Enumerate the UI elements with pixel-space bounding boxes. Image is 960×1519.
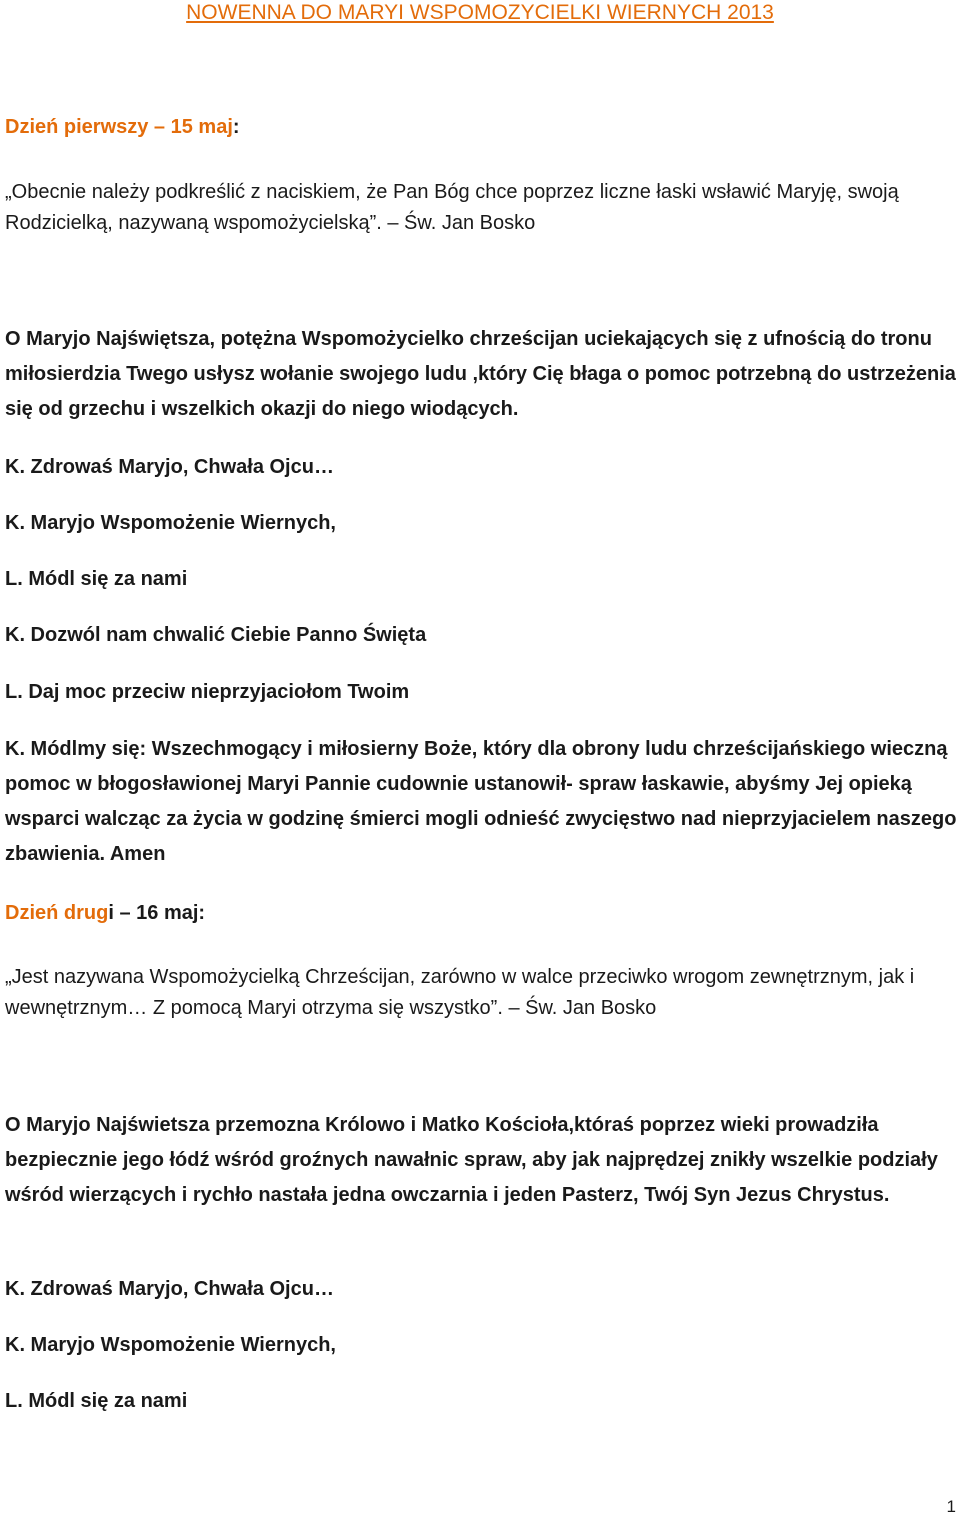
day-2-heading	[5, 900, 957, 926]
day-2-response-2: K. Maryjo Wspomożenie Wiernych,	[5, 1334, 336, 1356]
day-1-closing-prayer: K. Módlmy się: Wszechmogący i miłosierny Boże, który dla obrony ludu chrześcijańskiego wieczną pomoc w błogosławionej Maryi Pannie cudownie ustanowił- spraw łaskawie, abyśmy Jej opieką wsparci walcząc za życia w godzinę śmierci mogli odnieść zwycięstwo nad nieprzyjacielem naszego zbawienia. Amen	[5, 738, 957, 865]
day-1-heading-suffix: :	[232, 116, 240, 138]
day-1-response-2: K. Maryjo Wspomożenie Wiernych,	[5, 512, 336, 534]
day-1-heading	[5, 114, 957, 140]
day-1-response-1: K. Zdrowaś Maryjo, Chwała Ojcu…	[5, 456, 334, 478]
page-number: 1	[946, 1497, 956, 1516]
day-2-prayer: O Maryjo Najświetsza przemozna Królowo i Matko Kościoła,któraś poprzez wieki prowadziła bezpiecznie jego łódź wśród groźnych nawałnic spraw, aby jak najprędzej znikły wszelkie podziały wśród wierzących i rychło nastała jedna owczarnia i jeden Pasterz, Twój Syn Jezus Chrystus.	[5, 1114, 938, 1206]
day-2-heading-label: Dzień drug	[5, 902, 109, 924]
day-1-response-5: L. Daj moc przeciw nieprzyjaciołom Twoim	[5, 681, 410, 703]
day-1-prayer: O Maryjo Najświętsza, potężna Wspomożycielko chrześcijan uciekających się z ufnością do tronu miłosierdzia Twego usłysz wołanie swojego ludu ,który Cię błaga o pomoc potrzebną do ustrzeżenia się od grzechu i wszelkich okazji do niego wiodących.	[5, 328, 956, 420]
day-2-response-1: K. Zdrowaś Maryjo, Chwała Ojcu…	[5, 1278, 334, 1300]
document-title: NOWENNA DO MARYI WSPOMOZYCIELKI WIERNYCH 2013	[186, 1, 774, 24]
day-1-heading-label: Dzień pierwszy – 15 maj	[5, 116, 233, 138]
day-2-quote: „Jest nazywana Wspomożycielką Chrześcijan, zarówno w walce przeciwko wrogom zewnętrznym, jak i wewnętrznym… Z pomocą Maryi otrzyma się wszystko”. – Św. Jan Bosko	[5, 966, 915, 1019]
day-1-response-3: L. Módl się za nami	[5, 568, 188, 590]
day-1-response-4: K. Dozwól nam chwalić Ciebie Panno Święta	[5, 624, 427, 646]
day-1-quote: „Obecnie należy podkreślić z naciskiem, że Pan Bóg chce poprzez liczne łaski wsławić Maryję, swoją Rodzicielką, nazywaną wspomożycielską”. – Św. Jan Bosko	[5, 181, 899, 234]
day-2-heading-suffix: i – 16 maj:	[108, 902, 206, 924]
day-2-response-3: L. Módl się za nami	[5, 1390, 188, 1412]
